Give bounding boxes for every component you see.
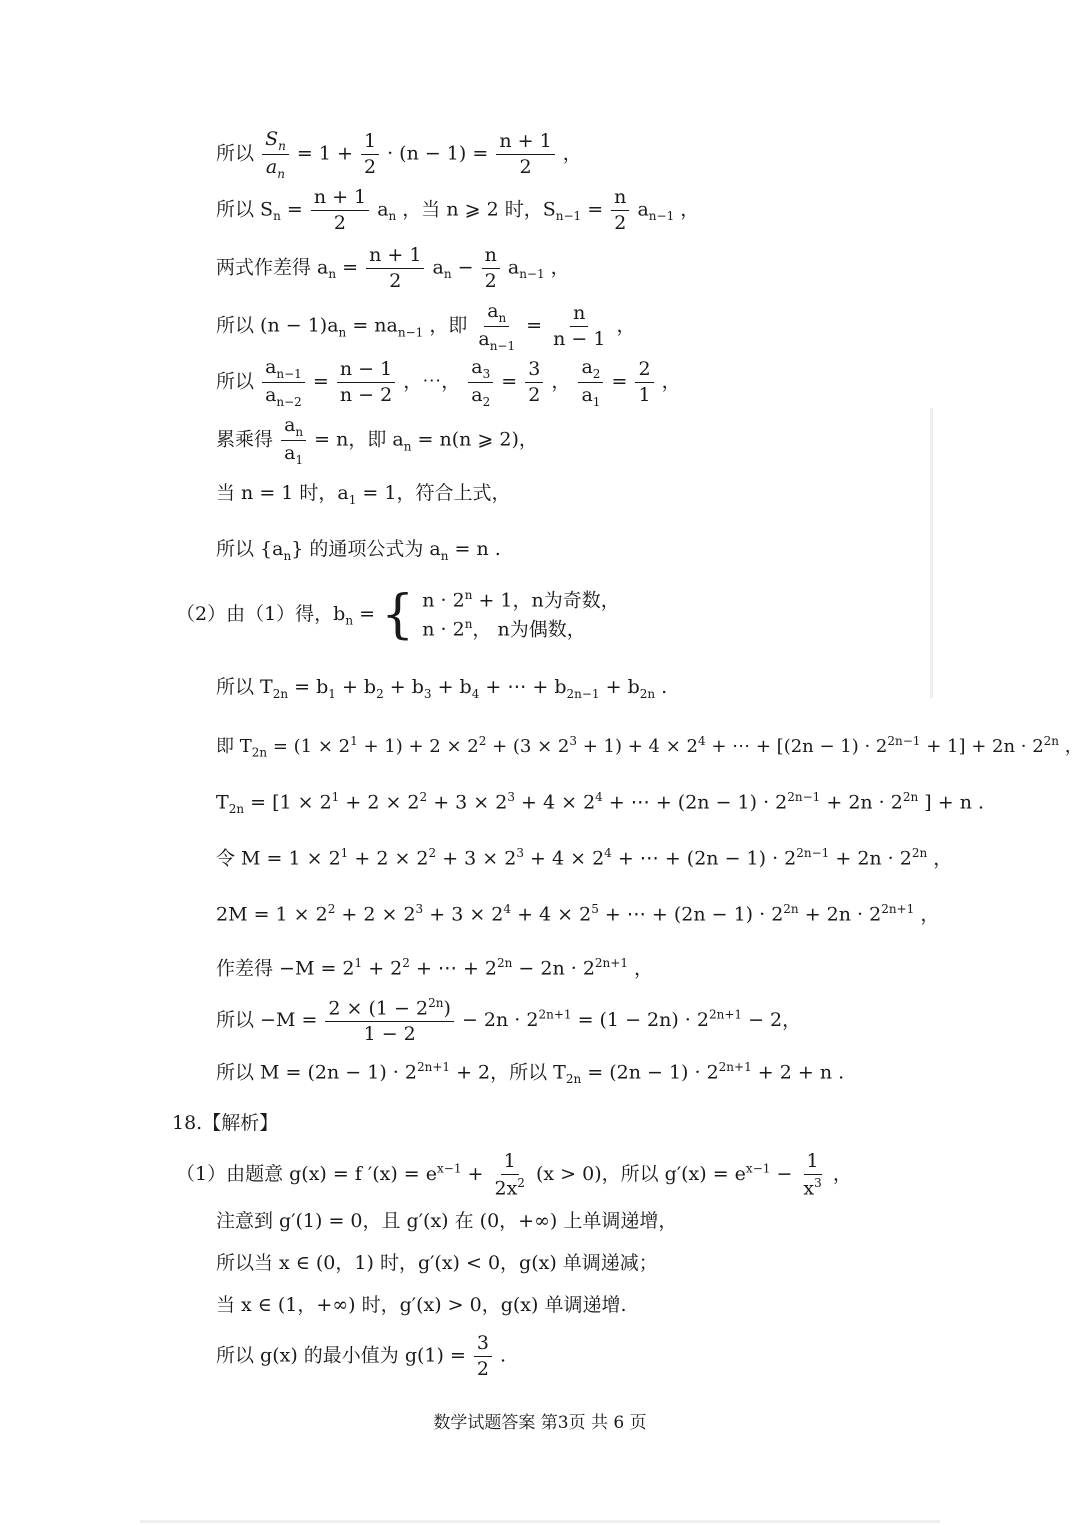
part2-header: （2）由（1）得，$b_n$ = { $n \cdot 2^n + 1$，n为奇数， $n \cdot 2^n$， n为偶数，	[176, 584, 620, 645]
q18-line5: 所以 g(x) 的最小值为 g(1) = $\frac{3}{2}$ .	[216, 1332, 507, 1380]
eq-t2n-group: $T_{2n} = [1 \times 2^1 + 2 \times 2^2 + 3 \times 2^3 + 4 \times 2^4$ + ⋯ + $(2n - 1) \cdot 2^{2n-1} + 2n \cdot 2^{2n}$ ] + n .	[216, 790, 985, 817]
eq-line-1: 所以 $\frac{S_n}{a_n}$ = 1 + $\frac{1}{2}$ · (n − 1) = $\frac{n + 1}{2}$ ，	[216, 128, 582, 181]
q18-line2: 注意到 g′(1) = 0，且 g′(x) 在 (0，+∞) 上单调递增，	[216, 1210, 678, 1232]
eq-line-7: 当 n = 1 时，$a_1 = 1$，符合上式，	[216, 482, 511, 507]
piecewise-cases: $n \cdot 2^n + 1$，n为奇数， $n \cdot 2^n$， n为偶数，	[422, 588, 620, 641]
q18-title: 18.【解析】	[172, 1112, 279, 1134]
page-footer: 数学试题答案 第3页 共 6 页	[433, 1413, 647, 1433]
eq-result: 所以 $M = (2n - 1) \cdot 2^{2n+1} + 2$，所以 $T_{2n} = (2n - 1) \cdot 2^{2n+1} + 2 + n$ .	[216, 1060, 845, 1087]
eq-2m: $2M = 1 \times 2^2 + 2 \times 2^3 + 3 \times 2^4 + 4 \times 2^5$ + ⋯ + $(2n - 1) \cdot 2^{2n} + 2n \cdot 2^{2n+1}$ ，	[216, 902, 940, 926]
eq-diff: 作差得 $-M = 2^1 + 2^2$ + ⋯ + $2^{2n} - 2n \cdot 2^{2n+1}$ ，	[216, 956, 654, 980]
scan-artifact-line	[930, 408, 933, 698]
eq-line-2: 所以 $S_n$ = $\frac{n + 1}{2}$ $a_n$ ，当 n ⩾ 2 时，$S_{n-1}$ = $\frac{n}{2}$ $a_{n-1}$ ，	[216, 186, 700, 234]
eq-line-6: 累乘得 $\frac{a_n}{a_1}$ = n，即 $a_n = n(n$ ⩾ 2)，	[216, 414, 538, 467]
eq-t2n-expand: 即 $T_{2n} = (1 \times 2^1 + 1) + 2 \times 2^2 + (3 \times 2^3 + 1) + 4 \times 2^4$ + ⋯ + $[(2n - 1) \cdot 2^{2n-1} + 1] + 2n \cdot 2^{2n}$ ，	[216, 734, 1083, 760]
eq-line-5: 所以 $\frac{a_{n-1}}{a_{n-2}}$ = $\frac{n - 1}{n - 2}$ ，⋯， $\frac{a_3}{a_2}$ = $\frac{3}{2}$ ， $\frac{a_2}{a_1}$ = $\frac{2}{1}$ ，	[216, 356, 681, 409]
q18-part1-line1: （1）由题意 g(x) = f $'(x) = e^{x-1}$ + $\frac{1}{2x^2}$ (x > 0)，所以 $g'(x) = e^{x-1}$ − $\frac{1}{x^3}$ ，	[176, 1150, 852, 1200]
scan-artifact-bottom	[140, 1520, 940, 1523]
eq-line-3: 两式作差得 $a_n$ = $\frac{n + 1}{2}$ $a_n$ − $\frac{n}{2}$ $a_{n-1}$ ，	[216, 244, 570, 292]
q18-line3: 所以当 x ∈ (0，1) 时，g′(x) < 0，g(x) 单调递减；	[216, 1252, 658, 1274]
eq-neg-m: 所以 −M = $\frac{2 \times (1 - 2^{2n})}{1 - 2}$ − $2n \cdot 2^{2n+1} = (1 - 2n) \cdot 2^{2n+1} - 2$，	[216, 996, 802, 1046]
eq-t2n-sum: 所以 $T_{2n} = b_1 + b_2 + b_3 + b_4$ + ⋯ + $b_{2n-1} + b_{2n}$ .	[216, 676, 668, 701]
q18-line4: 当 x ∈ (1，+∞) 时，g′(x) > 0，g(x) 单调递增.	[216, 1294, 627, 1316]
eq-line-4: 所以 $(n - 1)a_n = na_{n-1}$ ，即 $\frac{a_n}{a_{n-1}}$ = $\frac{n}{n - 1}$ ，	[216, 300, 636, 353]
eq-line-8: 所以 $\{a_n\}$ 的通项公式为 $a_n = n$ .	[216, 538, 501, 563]
eq-m-def: 令 $M = 1 \times 2^1 + 2 \times 2^2 + 3 \times 2^3 + 4 \times 2^4$ + ⋯ + $(2n - 1) \cdot 2^{2n-1} + 2n \cdot 2^{2n}$ ，	[216, 846, 953, 870]
